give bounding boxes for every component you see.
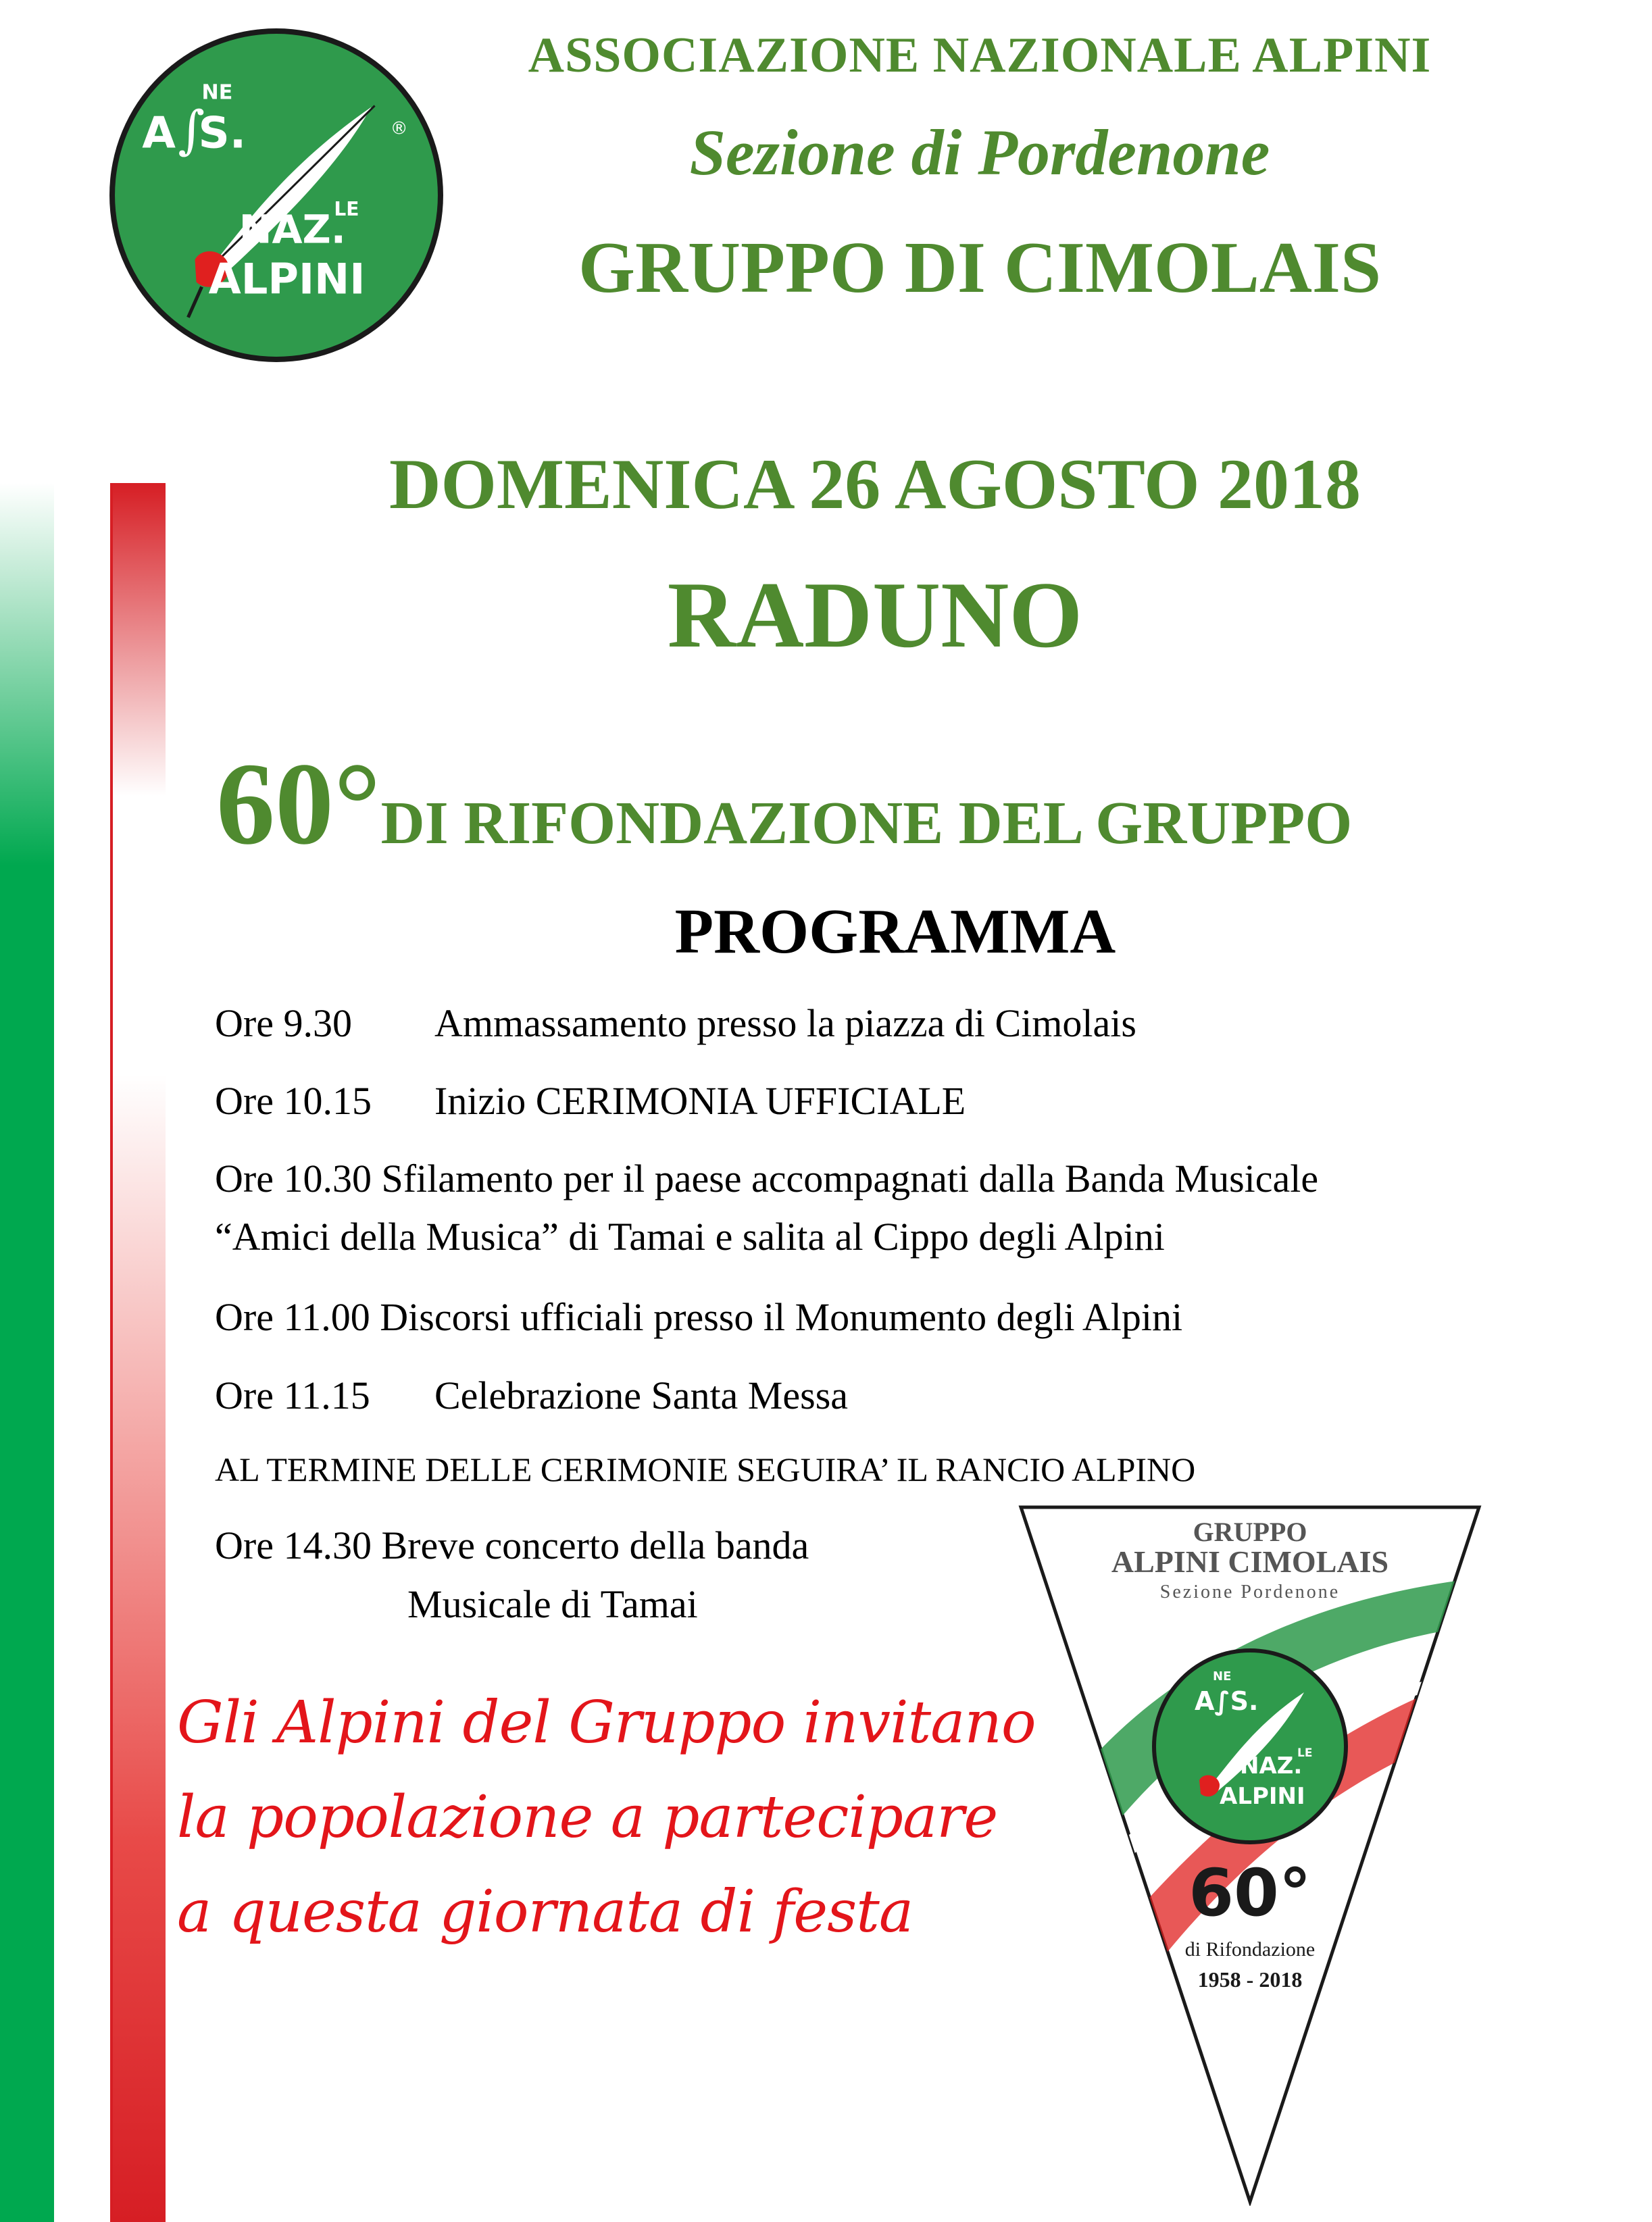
svg-text:A∫S.: A∫S. — [1195, 1686, 1259, 1716]
program-item — [215, 1522, 809, 1569]
svg-text:S.: S. — [198, 107, 247, 159]
program-time: Ore 10.15 — [215, 1079, 372, 1123]
group-pennant — [1017, 1503, 1483, 2206]
program-heading: PROGRAMMA — [674, 897, 1116, 967]
invitation-line: Gli Alpini del Gruppo invitano — [177, 1689, 1036, 1757]
svg-text:di Rifondazione: di Rifondazione — [1184, 1938, 1316, 1961]
anniversary-heading — [216, 736, 1568, 872]
svg-text:1958 - 2018: 1958 - 2018 — [1197, 1967, 1303, 1992]
invitation-line: a questa giornata di festa — [177, 1878, 913, 1946]
program-text: Breve concerto della banda — [381, 1523, 809, 1567]
svg-text:Sezione Pordenone: Sezione Pordenone — [1159, 1582, 1341, 1602]
flag-stripe-red-edge — [110, 483, 113, 2222]
program-item — [215, 1372, 849, 1419]
svg-text:ALPINI: ALPINI — [208, 254, 366, 304]
svg-text:NAZ.: NAZ. — [239, 206, 346, 253]
svg-text:ALPINI: ALPINI — [1220, 1783, 1305, 1810]
program-item — [215, 1294, 1182, 1341]
svg-text:60°: 60° — [1188, 1855, 1311, 1931]
svg-text:NE: NE — [201, 80, 233, 105]
program-time: Ore 10.30 — [215, 1157, 372, 1201]
group-name: GRUPPO DI CIMOLAIS — [578, 228, 1382, 308]
ana-logo — [107, 26, 446, 365]
anniversary-number: 60° — [216, 738, 381, 869]
program-text: Sfilamento per il paese accompagnati dalla Banda Musicale — [381, 1157, 1319, 1201]
program-time: Ore 9.30 — [215, 1001, 352, 1045]
program-text: Discorsi ufficiali presso il Monumento degli Alpini — [380, 1295, 1183, 1339]
program-text: Ammassamento presso la piazza di Cimolais — [434, 1001, 1136, 1045]
program-time: Ore 11.00 — [215, 1295, 370, 1339]
svg-text:ALPINI CIMOLAIS: ALPINI CIMOLAIS — [1111, 1544, 1389, 1579]
svg-text:NAZ.: NAZ. — [1240, 1752, 1303, 1779]
svg-text:®: ® — [390, 118, 408, 139]
flag-stripe-red — [110, 483, 166, 2222]
anniversary-text: DI RIFONDAZIONE DEL GRUPPO — [380, 790, 1353, 857]
program-item — [215, 1000, 1136, 1047]
program-text: Celebrazione Santa Messa — [434, 1373, 849, 1417]
svg-text:LE: LE — [1297, 1746, 1313, 1760]
svg-text:GRUPPO: GRUPPO — [1193, 1517, 1307, 1547]
flag-stripe-green — [0, 483, 54, 2222]
event-date: DOMENICA 26 AGOSTO 2018 — [389, 445, 1361, 524]
program-item-continuation: Musicale di Tamai — [407, 1582, 698, 1626]
program-time: Ore 11.15 — [215, 1373, 370, 1417]
association-title: ASSOCIAZIONE NAZIONALE ALPINI — [528, 28, 1432, 83]
svg-text:LE: LE — [334, 198, 359, 221]
invitation-line: la popolazione a partecipare — [177, 1784, 998, 1851]
program-time: Ore 14.30 — [215, 1523, 372, 1567]
program-item — [215, 1155, 1318, 1203]
section-name: Sezione di Pordenone — [689, 116, 1270, 188]
svg-text:NE: NE — [1213, 1669, 1232, 1684]
svg-text:A: A — [142, 107, 176, 159]
svg-text:∫: ∫ — [178, 99, 205, 160]
program-item — [215, 1078, 966, 1125]
program-item-continuation: “Amici della Musica” di Tamai e salita al Cippo degli Alpini — [215, 1215, 1165, 1259]
program-text: Inizio CERIMONIA UFFICIALE — [434, 1079, 966, 1123]
event-title: RADUNO — [667, 563, 1083, 667]
program-note: AL TERMINE DELLE CERIMONIE SEGUIRA’ IL RANCIO ALPINO — [215, 1450, 1196, 1488]
